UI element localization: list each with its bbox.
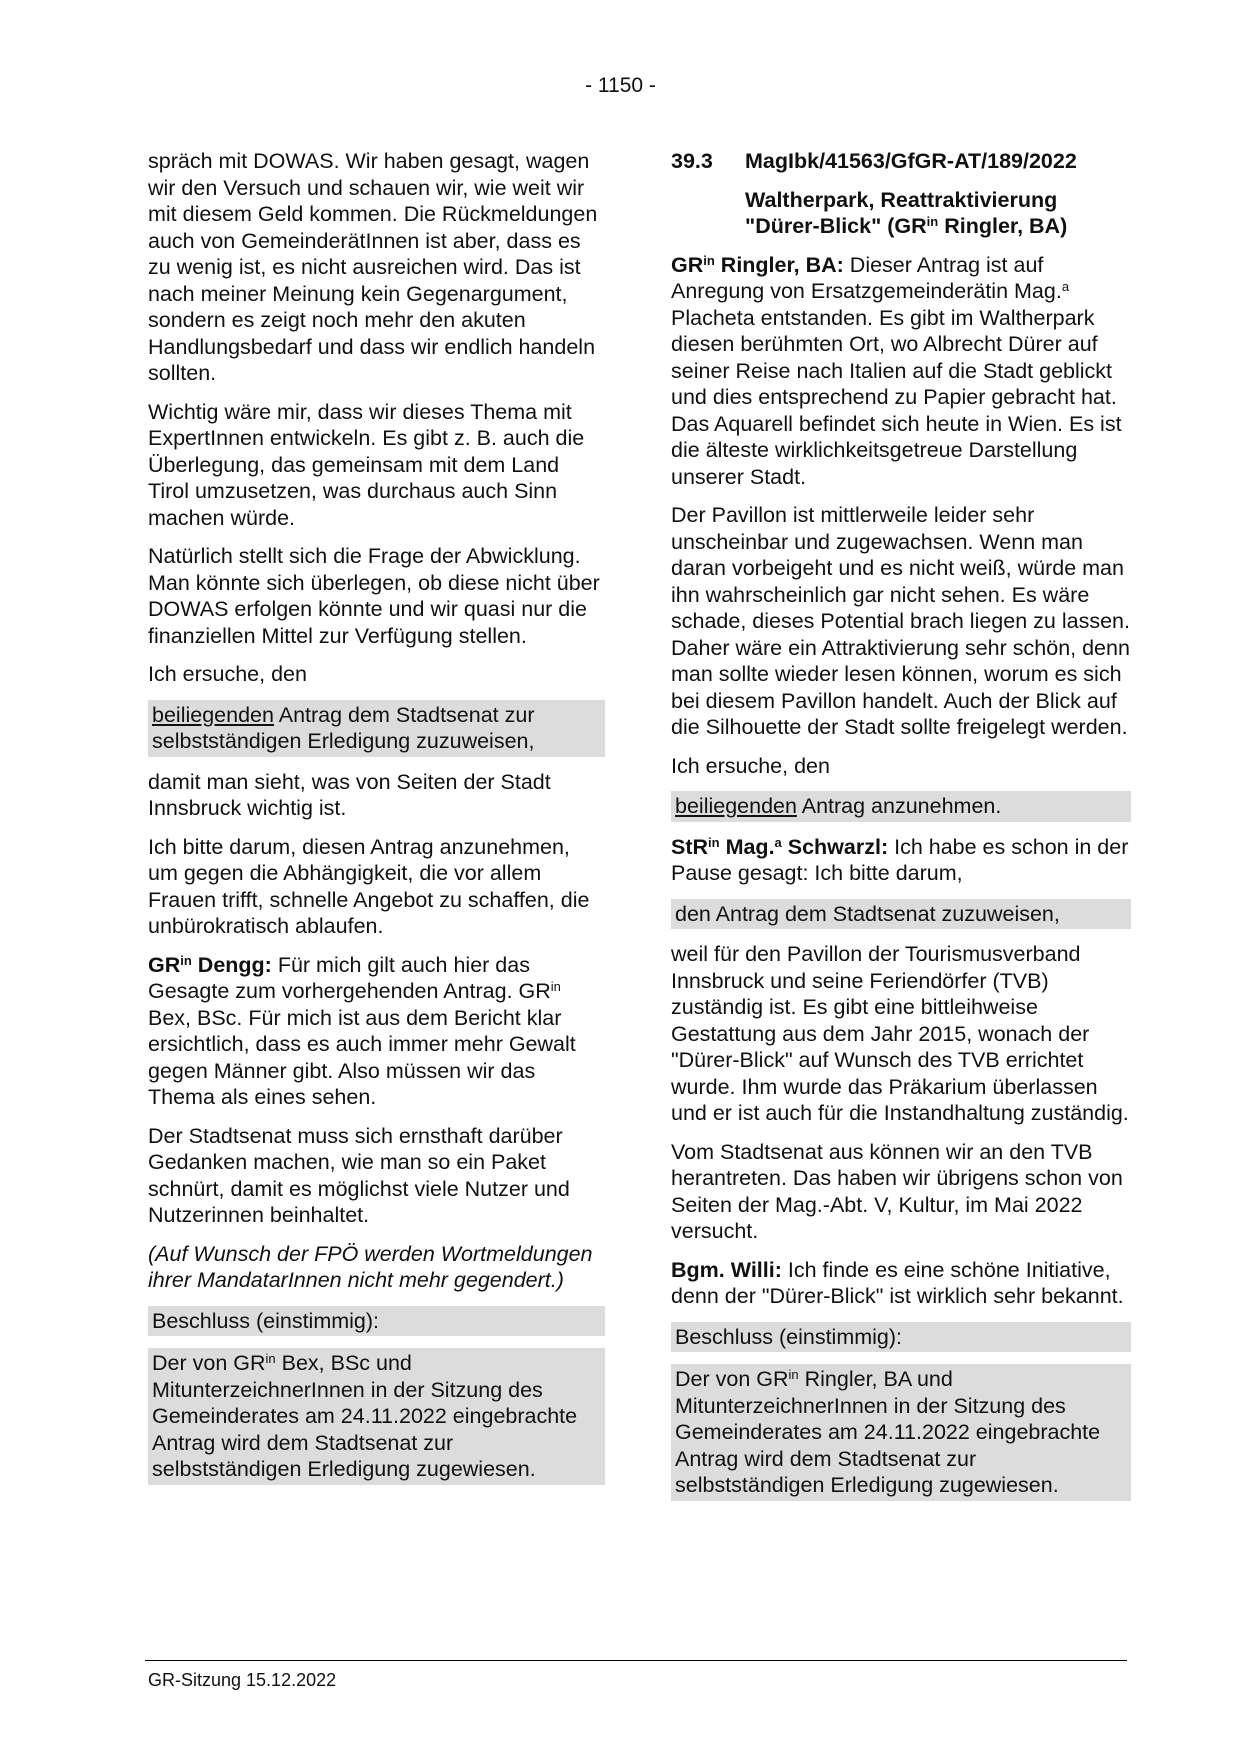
page-number: - 1150 -: [585, 74, 656, 97]
speaker-paragraph: Bgm. Willi: Ich finde es eine schöne Initiative, denn der "Dürer-Blick" ist wirklich sehr bekannt.: [671, 1257, 1124, 1308]
resolution-label: Beschluss (einstimmig):: [148, 1306, 605, 1337]
motion-highlight: den Antrag dem Stadtsenat zuzuweisen,: [671, 899, 1131, 930]
paragraph: Ich ersuche, den: [671, 753, 830, 778]
underlined-word: beiliegenden: [675, 794, 797, 818]
paragraph: Ich bitte darum, diesen Antrag anzunehmen, um gegen die Abhängigkeit, die vor allem Frauen trifft, schnelle Angebot zu schaffen, die unbürokratisch ablaufen.: [148, 834, 590, 938]
agenda-title: Waltherpark, Reattraktivierung "Dürer-Blick" ($GR^{in}$ Ringler, BA): [745, 187, 1068, 238]
paragraph: Der Pavillon ist mittlerweile leider sehr unscheinbar und zugewachsen. Wenn man daran vorbeigeht und es nicht weiß, würde man ihn wahrscheinlich gar nicht sehen. Es wäre schade, dieses Potential brach liegen zu lassen. Daher wäre ein Attraktivierung sehr schön, denn man sollte wieder lesen können, worum es sich bei diesem Pavillon handelt. Auch der Blick auf die Silhouette der Stadt sollte freigelegt werden.: [671, 503, 1130, 739]
speaker-name: Bgm. Willi:: [671, 1257, 782, 1282]
speaker-paragraph: $GR^{in}$ Ringler, BA: Dieser Antrag ist auf Anregung von Ersatzgemeinderätin Mag.$^a$ Placheta entstanden. Es gibt im Waltherpark diesen berühmten Ort, wo Albrecht Dürer auf seiner Reise nach Italien auf die Stadt geblickt und dies entsprechend zu Papier gebracht hat. Das Aquarell befindet sich heute in Wien. Es ist die älteste wirklichkeitsgetreue Darstellung unserer Stadt.: [671, 252, 1122, 489]
speaker-paragraph: $GR^{in}$ Dengg: Für mich gilt auch hier das Gesagte zum vorhergehenden Antrag. $GR^{in}$ Bex, BSc. Für mich ist aus dem Bericht klar ersichtlich, dass es auch immer mehr Gewalt gegen Männer gibt. Also müssen wir das Thema als eines sehen.: [148, 952, 576, 1109]
motion-highlight: beiliegenden Antrag anzunehmen.: [671, 791, 1131, 822]
paragraph: Der Stadtsenat muss sich ernsthaft darüber Gedanken machen, wie man so ein Paket schnürt, damit es möglichst viele Nutzer und Nutzerinnen beinhaltet.: [148, 1123, 570, 1227]
paragraph: Vom Stadtsenat aus können wir an den TVB herantreten. Das haben wir übrigens schon von Seiten der Mag.-Abt. V, Kultur, im Mai 2022 versucht.: [671, 1139, 1123, 1243]
paragraph: Wichtig wäre mir, dass wir dieses Thema mit ExpertInnen entwickeln. Es gibt z. B. auch die Überlegung, das gemeinsam mit dem Land Tirol umzusetzen, was durchaus auch Sinn machen würde.: [148, 399, 585, 530]
paragraph: spräch mit DOWAS. Wir haben gesagt, wagen wir den Versuch und schauen wir, wie weit wir mit diesem Geld kommen. Die Rückmeldungen auch von GemeinderätInnen ist aber, dass es zu wenig ist, es nicht ausreichen wird. Das ist nach meiner Meinung kein Gegenargument, sondern es zeigt noch mehr den akuten Handlungsbedarf und dass wir endlich handeln sollten.: [148, 149, 598, 385]
resolution-label: Beschluss (einstimmig):: [671, 1322, 1131, 1353]
speaker-paragraph: StR$^{in}$ Mag.$^a$ Schwarzl: Ich habe es schon in der Pause gesagt: Ich bitte darum,: [671, 834, 1129, 885]
left-column: [148, 148, 605, 1497]
paragraph: weil für den Pavillon der Tourismusverband Innsbruck und seine Feriendörfer (TVB) zuständig ist. Es gibt eine bittleihweise Gestattung aus dem Jahr 2015, wonach der "Dürer-Blick" auf Wunsch des TVB errichtet wurde. Ihm wurde das Präkarium überlassen und er ist auch für die Instandhaltung zuständig.: [671, 942, 1129, 1125]
paragraph: damit man sieht, was von Seiten der Stadt Innsbruck wichtig ist.: [148, 769, 551, 820]
agenda-reference: MagIbk/41563/GfGR-AT/189/2022: [745, 149, 1077, 173]
italic-note: (Auf Wunsch der FPÖ werden Wortmeldungen ihrer MandatarInnen nicht mehr gegendert.): [148, 1241, 593, 1292]
agenda-number: 39.3: [671, 149, 713, 173]
speaker-name: StR$^{in}$ Mag.$^a$ Schwarzl:: [671, 834, 889, 859]
paragraph: Ich ersuche, den: [148, 662, 307, 686]
motion-highlight: beiliegenden Antrag dem Stadtsenat zur selbstständigen Erledigung zuzuweisen,: [148, 700, 605, 757]
resolution-text: Der von $GR^{in}$ Ringler, BA und MitunterzeichnerInnen in der Sitzung des Gemeinderates am 24.11.2022 eingebrachte Antrag wird dem Stadtsenat zur selbstständigen Erledigung zugewiesen.: [671, 1364, 1131, 1501]
footer: GR-Sitzung 15.12.2022: [148, 1670, 337, 1690]
underlined-word: beiliegenden: [152, 702, 274, 727]
speaker-name: $GR^{in}$ Dengg:: [148, 952, 272, 977]
right-column: [671, 148, 1131, 1513]
resolution-text: Der von $GR^{in}$ Bex, BSc und MitunterzeichnerInnen in der Sitzung des Gemeinderates am 24.11.2022 eingebrachte Antrag wird dem Stadtsenat zur selbstständigen Erledigung zugewiesen.: [148, 1348, 605, 1485]
footer-divider: [145, 1660, 1127, 1661]
speaker-name: $GR^{in}$ Ringler, BA:: [671, 252, 844, 277]
paragraph: Natürlich stellt sich die Frage der Abwicklung. Man könnte sich überlegen, ob diese nicht über DOWAS erfolgen könnte und wir quasi nur die finanziellen Mittel zur Verfügung stellen.: [148, 544, 600, 648]
agenda-heading: [671, 148, 1131, 175]
